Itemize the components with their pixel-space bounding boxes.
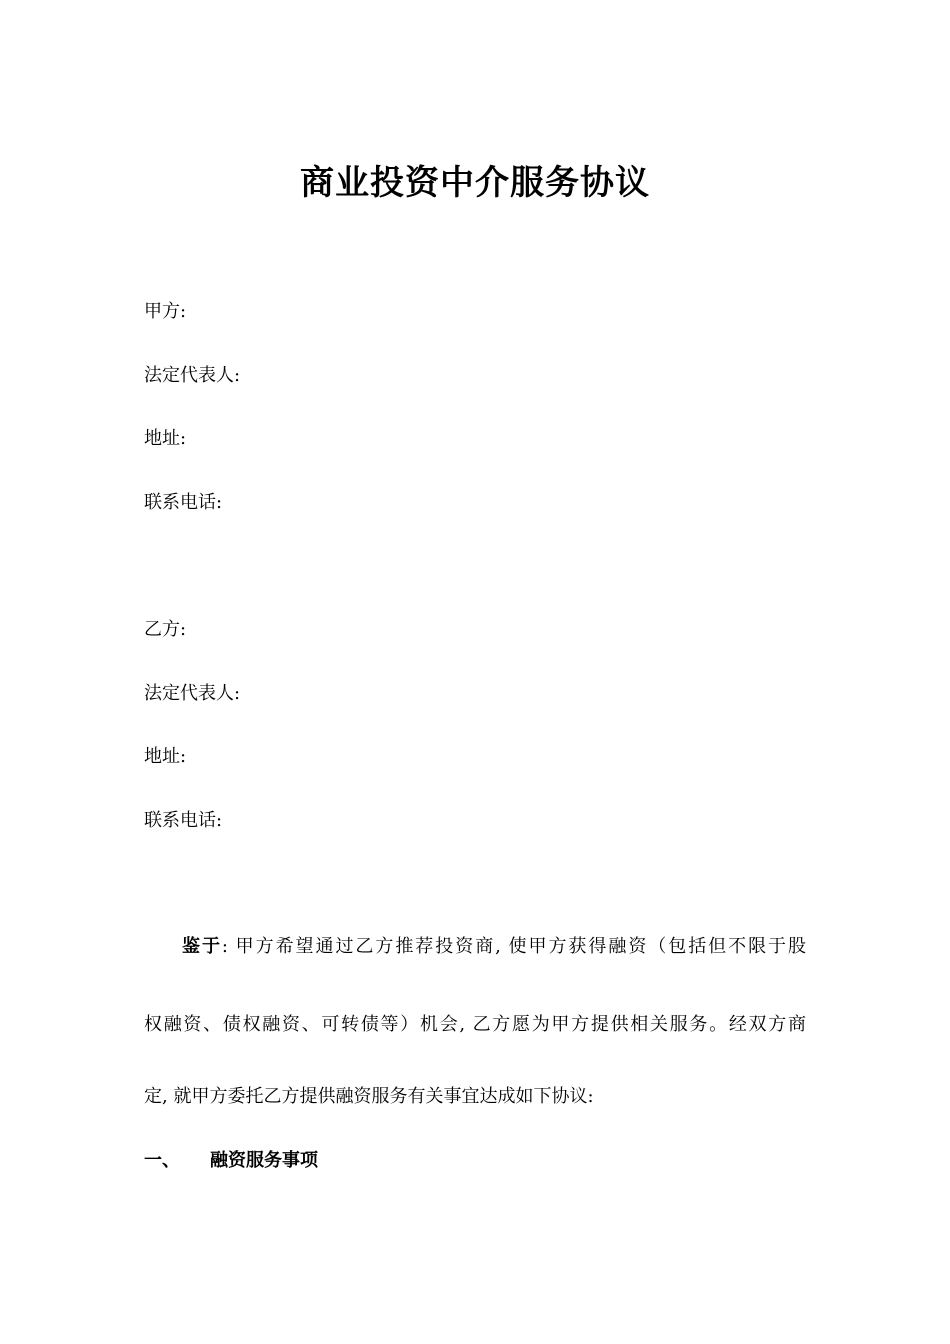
section-1-title: 融资服务事项 <box>210 1150 318 1171</box>
party-a-legal-rep-label: 法定代表人: <box>144 365 241 386</box>
recital-line-1 <box>144 934 806 960</box>
section-1-heading <box>144 1148 318 1174</box>
recital-line-1-text: : 甲方希望通过乙方推荐投资商, 使甲方获得融资（包括但不限于股 <box>221 936 806 957</box>
recital-line-2: 权融资、债权融资、可转债等）机会, 乙方愿为甲方提供相关服务。经双方商 <box>144 1014 806 1035</box>
recital-line-3: 定, 就甲方委托乙方提供融资服务有关事宜达成如下协议: <box>144 1086 594 1107</box>
document-title: 商业投资中介服务协议 <box>300 163 650 203</box>
party-b-legal-rep-label: 法定代表人: <box>144 683 241 704</box>
party-a-address-label: 地址: <box>144 428 187 449</box>
section-1-number: 一、 <box>144 1150 180 1171</box>
party-b-address-label: 地址: <box>144 746 187 767</box>
recital-lead: 鉴于 <box>182 936 222 957</box>
party-a-name-label: 甲方: <box>144 301 187 322</box>
party-a-phone-label: 联系电话: <box>144 492 223 513</box>
party-b-phone-label: 联系电话: <box>144 810 223 831</box>
party-b-name-label: 乙方: <box>144 619 187 640</box>
